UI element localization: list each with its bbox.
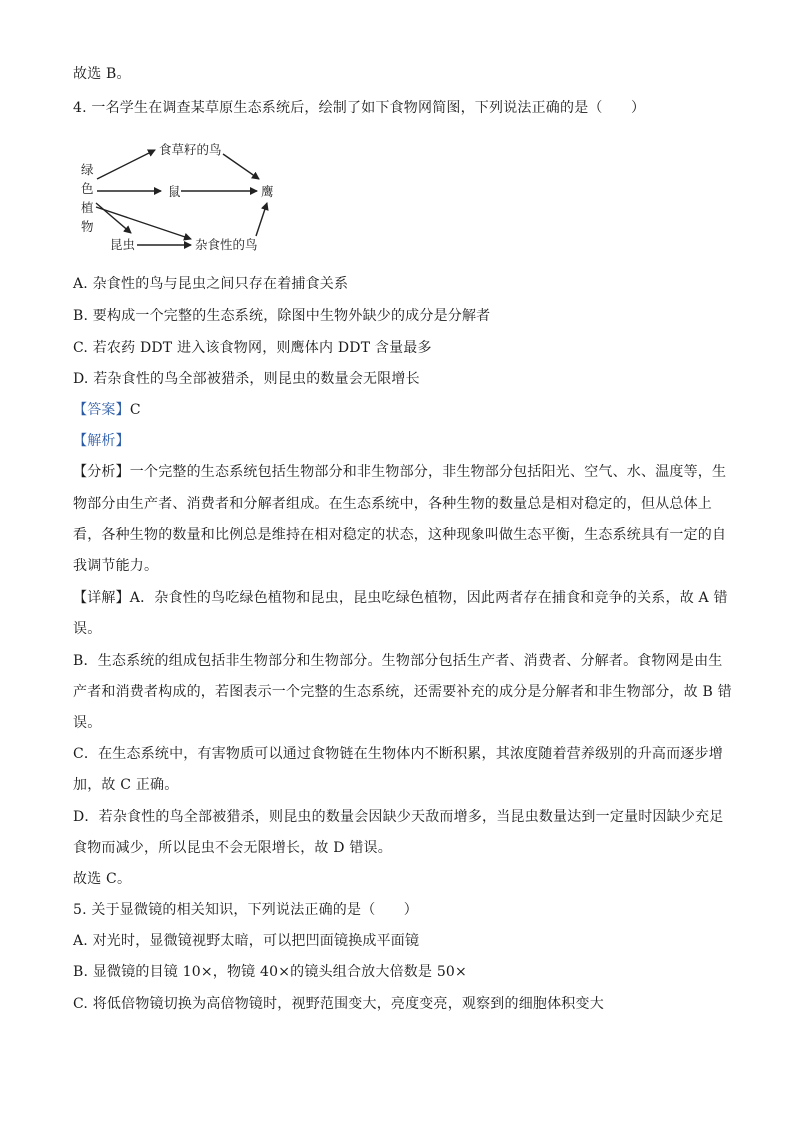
detail-a-line-2: 误。 <box>73 621 102 637</box>
seed-eating-bird-label: 食草籽的鸟 <box>159 142 222 157</box>
option-5b: B. 显微镜的目镜 10×，物镜 40×的镜头组合放大倍数是 50× <box>73 964 467 980</box>
hawk-label: 鹰 <box>261 184 274 199</box>
option-4a: A. 杂食性的鸟与昆虫之间只存在着捕食关系 <box>73 276 349 292</box>
answer-line <box>73 400 141 420</box>
answer-value: C <box>129 402 141 418</box>
detail-d-line-1: D．若杂食性的鸟全部被猎杀，则昆虫的数量会因缺少天敌而增多，当昆虫数量达到一定量时因缺少充足 <box>73 809 724 825</box>
analysis-tag: 【解析】 <box>73 433 130 449</box>
arrow-seedbird-to-hawk <box>223 154 259 179</box>
detail-b-line-1: B．生态系统的组成包括非生物部分和生物部分。生物部分包括生产者、消费者、分解者。食物网是由生 <box>73 653 723 669</box>
analysis-line-2: 物部分由生产者、消费者和分解者组成。在生态系统中，各种生物的数量总是相对稳定的，但从总体上 <box>73 496 712 512</box>
food-web-svg <box>73 135 283 260</box>
question-4-stem: 4. 一名学生在调查某草原生态系统后，绘制了如下食物网简图，下列说法正确的是（ ） <box>73 100 646 116</box>
option-4b: B. 要构成一个完整的生态系统，除图中生物外缺少的成分是分解者 <box>73 308 491 324</box>
plant-char-3: 植 <box>81 200 94 215</box>
arrow-plant-to-insect <box>96 203 131 233</box>
mouse-label: 鼠 <box>168 184 181 199</box>
food-web-diagram <box>73 135 283 260</box>
analysis-line-4: 我调节能力。 <box>73 558 159 574</box>
arrow-plant-to-omnibird <box>96 207 191 239</box>
arrow-omnibird-to-hawk <box>256 203 267 236</box>
detail-b-line-3: 误。 <box>73 715 102 731</box>
option-4d: D. 若杂食性的鸟全部被猎杀，则昆虫的数量会无限增长 <box>73 371 420 387</box>
insect-label: 昆虫 <box>110 237 136 252</box>
detail-b-line-2: 产者和消费者构成的，若图表示一个完整的生态系统，还需要补充的成分是分解者和非生物部分，故 B 错 <box>73 684 732 700</box>
option-5c: C. 将低倍物镜切换为高倍物镜时，视野范围变大，亮度变亮，观察到的细胞体积变大 <box>73 996 604 1012</box>
detail-a-line-1: 【详解】A．杂食性的鸟吃绿色植物和昆虫，昆虫吃绿色植物，因此两者存在捕食和竞争的关系，故 A 错 <box>73 590 728 606</box>
plant-char-2: 色 <box>81 181 94 196</box>
conclusion-line: 故选 C。 <box>73 871 132 887</box>
text-line: 故选 B。 <box>73 66 131 82</box>
question-5-stem: 5. 关于显微镜的相关知识，下列说法正确的是（ ） <box>73 902 419 918</box>
analysis-line-3: 看，各种生物的数量和比例总是维持在相对稳定的状态，这种现象叫做生态平衡，生态系统具有一定的自 <box>73 527 727 543</box>
detail-c-line-1: C．在生态系统中，有害物质可以通过食物链在生物体内不断积累，其浓度随着营养级别的升高而逐步增 <box>73 746 723 762</box>
answer-tag: 【答案】 <box>73 402 130 418</box>
analysis-line-1: 【分析】一个完整的生态系统包括生物部分和非生物部分，非生物部分包括阳光、空气、水、温度等，生 <box>73 464 727 480</box>
omnivorous-bird-label: 杂食性的鸟 <box>195 237 258 252</box>
detail-c-line-2: 加，故 C 正确。 <box>73 777 179 793</box>
option-4c: C. 若农药 DDT 进入该食物网，则鹰体内 DDT 含量最多 <box>73 340 432 356</box>
plant-char-4: 物 <box>81 219 94 234</box>
arrow-plant-to-seedbird <box>97 150 155 179</box>
plant-char-1: 绿 <box>81 162 94 177</box>
detail-d-line-2: 食物而减少，所以昆虫不会无限增长，故 D 错误。 <box>73 840 392 856</box>
option-5a: A. 对光时，显微镜视野太暗，可以把凹面镜换成平面镜 <box>73 933 420 949</box>
